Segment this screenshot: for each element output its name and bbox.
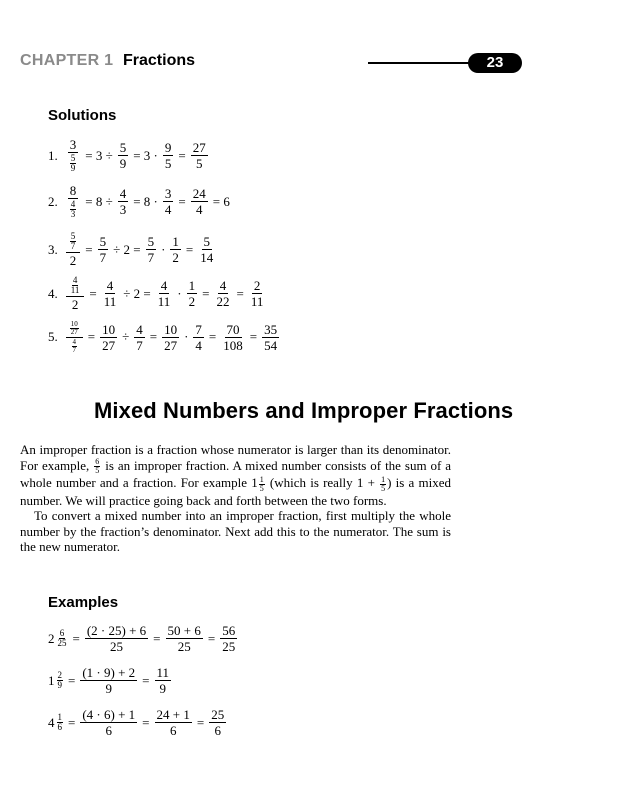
fraction: $\frac{(1 \cdot 9) + 2}{9}$: [82, 665, 136, 696]
fraction: $\frac{5}{9}$: [119, 140, 127, 171]
solution-number: 2.: [48, 193, 58, 209]
fraction: $\frac{11}{9}$: [156, 665, 170, 696]
body-text: [20, 442, 451, 555]
fraction: $\frac{7}{4}$: [195, 321, 202, 353]
fraction: $\frac{5}{14}$: [200, 234, 214, 265]
solution-4: 4. $\frac{\frac{4}{11}}{2}$ = $\frac{4}{11}$ ÷ 2 = $\frac{4}{11}$ · $\frac{1}{2}$ = $\frac{4}{22}$ = $\frac{2}{11}$: [48, 275, 264, 312]
fraction: $\frac{4}{22}$: [216, 278, 230, 309]
inline-fraction: $\frac{1}{5}$: [381, 474, 386, 493]
inline-fraction: $\frac{6}{5}$: [95, 457, 100, 476]
fraction: $\frac{4}{3}$: [119, 186, 127, 217]
mixed-fraction: $\frac{2}{9}$: [57, 670, 62, 690]
fraction: $\frac{24}{4}$: [192, 186, 206, 217]
fraction: $\frac{(4 \cdot 6) + 1}{6}$: [82, 707, 136, 738]
example-1: 2 $\frac{6}{25}$ = $\frac{(2 \cdot 25) + 6}{25}$ = $\frac{50 + 6}{25}$ = $\frac{56}{25}$: [48, 623, 236, 654]
page-number-badge: 23: [468, 53, 522, 73]
fraction: $\frac{1}{2}$: [188, 278, 196, 309]
complex-fraction: $\frac{8}{\frac{4}{3}}$: [69, 183, 77, 219]
complex-fraction: $\frac{3}{\frac{5}{9}}$: [69, 137, 77, 173]
mixed-fraction: $\frac{6}{25}$: [57, 628, 67, 648]
fraction: $\frac{4}{7}$: [136, 321, 143, 353]
fraction: $\frac{10}{27}$: [164, 321, 178, 353]
solution-5: 5. $\frac{\frac{10}{27}}{\frac{4}{7}}$ = $\frac{10}{27}$ ÷ $\frac{4}{7}$ = $\frac{10}{27}$ · $\frac{7}{4}$ = $\frac{70}{108}$ = $\frac{35}{54}$: [48, 319, 278, 355]
fraction: $\frac{9}{5}$: [164, 140, 172, 171]
fraction: $\frac{50 + 6}{25}$: [167, 623, 201, 654]
fraction: $\frac{4}{11}$: [103, 278, 117, 309]
solutions-heading: Solutions: [48, 107, 117, 124]
chapter-label: CHAPTER 1: [20, 52, 114, 69]
fraction: $\frac{70}{108}$: [223, 321, 243, 353]
section-title: Mixed Numbers and Improper Fractions: [94, 398, 514, 423]
fraction: $\frac{2}{11}$: [250, 278, 264, 309]
solution-2: 2. $\frac{8}{\frac{4}{3}}$ = 8 ÷ $\frac{4}{3}$ = 8 · $\frac{3}{4}$ = $\frac{24}{4}$ = 6: [48, 183, 230, 219]
complex-fraction: $\frac{\frac{10}{27}}{\frac{4}{7}}$: [66, 320, 83, 354]
example-2: 1 $\frac{2}{9}$ = $\frac{(1 \cdot 9) + 2}{9}$ = $\frac{11}{9}$: [48, 665, 170, 696]
fraction: $\frac{4}{11}$: [157, 278, 171, 309]
fraction: $\frac{3}{4}$: [164, 186, 172, 217]
solution-1: 1. $\frac{3}{\frac{5}{9}}$ = 3 ÷ $\frac{5}{9}$ = 3 · $\frac{9}{5}$ = $\frac{27}{5}$: [48, 137, 206, 173]
fraction: $\frac{25}{6}$: [211, 707, 225, 738]
complex-fraction: $\frac{\frac{5}{7}}{2}$: [66, 232, 81, 267]
fraction: $\frac{56}{25}$: [222, 623, 236, 654]
fraction: $\frac{5}{7}$: [99, 234, 107, 265]
fraction: $\frac{24 + 1}{6}$: [156, 707, 190, 738]
inline-fraction: $\frac{1}{5}$: [259, 474, 264, 493]
fraction: $\frac{35}{54}$: [264, 321, 278, 353]
chapter-title: Fractions: [123, 52, 196, 69]
solution-number: 5.: [48, 329, 58, 345]
solution-number: 1.: [48, 147, 58, 163]
header-rule: [368, 62, 478, 64]
solution-number: 4.: [48, 285, 58, 301]
fraction: $\frac{27}{5}$: [192, 140, 206, 171]
fraction: $\frac{(2 \cdot 25) + 6}{25}$: [86, 623, 147, 654]
paragraph-1: An improper fraction is a fraction whose numerator is larger than its denominator. For example, $\frac{6}{5}$ is an improper fraction. A mixed number consists of the sum of a whole number and a fraction. For example 1 $\frac{1}{5}$ (which is really 1 + $\frac{1}{5}$ ) is a mixed number. We will practice going back and forth between the two forms.: [20, 442, 452, 508]
mixed-fraction: $\frac{1}{6}$: [57, 712, 62, 732]
solution-number: 3.: [48, 241, 58, 257]
example-3: 4 $\frac{1}{6}$ = $\frac{(4 \cdot 6) + 1}{6}$ = $\frac{24 + 1}{6}$ = $\frac{25}{6}$: [48, 707, 225, 738]
fraction: $\frac{5}{7}$: [147, 234, 155, 265]
solution-3: 3. $\frac{\frac{5}{7}}{2}$ = $\frac{5}{7}$ ÷ 2 = $\frac{5}{7}$ · $\frac{1}{2}$ = $\frac{5}{14}$: [48, 231, 214, 268]
examples-heading: Examples: [48, 594, 119, 611]
paragraph-2: To convert a mixed number into an improper fraction, first multiply the whole number by the fraction’s denominator. Next add this to the numerator. The sum is the new numerator.: [20, 508, 451, 555]
fraction: $\frac{10}{27}$: [102, 321, 116, 353]
complex-fraction: $\frac{\frac{4}{11}}{2}$: [66, 276, 85, 311]
fraction: $\frac{1}{2}$: [172, 234, 179, 265]
